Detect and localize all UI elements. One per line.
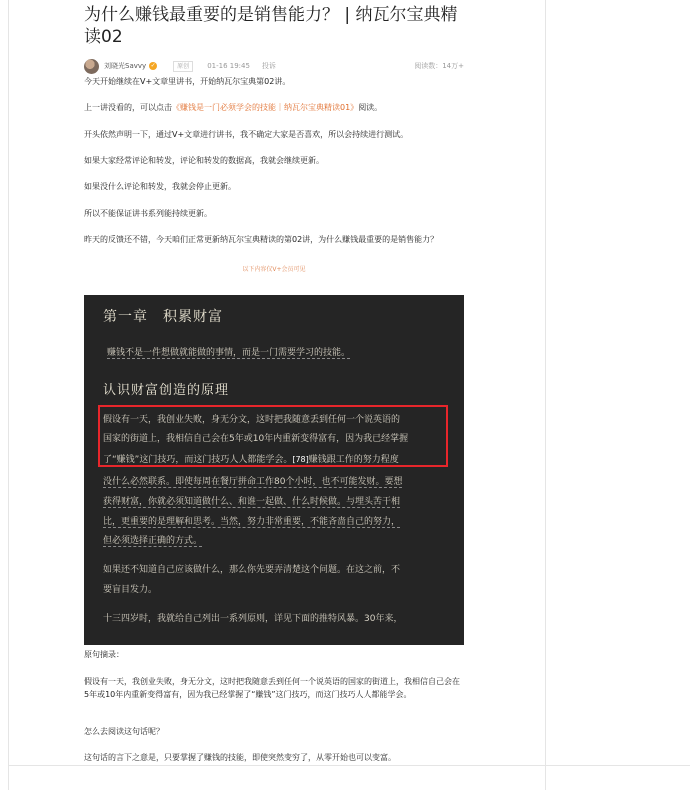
view-count: 阅读数：14万+ (414, 62, 464, 70)
paragraph-text: 上一讲没看的，可以点击 (84, 103, 172, 112)
article (84, 0, 464, 762)
source-label: 原句摘录： (84, 650, 124, 659)
verified-badge-icon: ✓ (150, 62, 156, 69)
excerpt-text: 了“赚钱”这门技巧，而这门技巧人人都能学会。 (103, 455, 293, 465)
page-right-border (545, 0, 546, 790)
excerpt-line: 要盲目发力。 (103, 585, 158, 595)
quote-paragraph: 假设有一天，我创业失败，身无分文，这时把我随意丢到任何一个说英语的国家的街道上，我相信自己会在5年或10年内重新变得富有，因为我已经掌握了“赚钱”这门技巧，而这门技巧人人都能学会。 (84, 677, 460, 699)
article-title: 为什么赚钱最重要的是销售能力？ | 纳瓦尔宝典精读02 (84, 5, 458, 47)
report-link[interactable]: 投诉 (261, 62, 276, 70)
excerpt-line: 比，更重要的是理解和思考。当然，努力非常重要，不能吝啬自己的努力， (103, 514, 400, 528)
previous-lecture-link[interactable]: 《赚钱是一门必须学会的技能｜纳瓦尔宝典精读01》 (172, 103, 359, 112)
section-title: 认识财富创造的原理 (103, 383, 230, 398)
excerpt-line: 但必须选择正确的方式。 (103, 533, 202, 547)
author-name[interactable]: 刘晓光Savvy (104, 62, 147, 70)
footnote-ref: [78] (292, 455, 309, 464)
excerpt-line: 假设有一天，我创业失败，身无分文，这时把我随意丢到任何一个说英语的 (103, 415, 401, 425)
vip-only-note: 以下内容仅V+会员可见 (242, 266, 306, 273)
paragraph: 今天开始继续在V+文章里讲书，开始纳瓦尔宝典第02讲。 (84, 77, 291, 86)
article-meta (84, 56, 464, 76)
book-excerpt-image (84, 295, 464, 645)
paragraph: 开头依然声明一下，通过V+文章进行讲书，我不确定大家是否喜欢，所以会持续进行测试。 (84, 130, 409, 139)
chapter-title: 第一章 积累财富 (103, 309, 223, 325)
excerpt-line: 国家的街道上，我相信自己会在5年或10年内重新变得富有，因为我已经掌握 (103, 434, 409, 444)
avatar[interactable] (84, 59, 99, 74)
excerpt-text: 赚钱跟工作的努力程度 (308, 455, 399, 465)
page-bottom-border (8, 765, 690, 766)
highlight-box (98, 405, 448, 467)
paragraph: 如果没什么评论和转发，我就会停止更新。 (84, 182, 236, 191)
paragraph: 昨天的反馈还不错，今天咱们正常更新纳瓦尔宝典精读的第02讲，为什么赚钱最重要的是销售能力？ (84, 235, 439, 244)
answer-paragraph: 这句话的言下之意是，只要掌握了赚钱的技能，即使突然变穷了，从零开始也可以变富。 (84, 753, 396, 762)
paragraph (84, 101, 464, 114)
page-left-border (8, 0, 9, 790)
paragraph: 如果大家经常评论和转发，评论和转发的数据高，我就会继续更新。 (84, 156, 324, 165)
excerpt-line: 如果还不知道自己应该做什么，那么你先要弄清楚这个问题。在这之前，不 (103, 565, 401, 575)
question-paragraph: 怎么去阅读这句话呢？ (84, 727, 164, 736)
chapter-lead: 赚钱不是一件想做就能做的事情，而是一门需要学习的技能。 (107, 345, 350, 359)
excerpt-line: 获得财富，你就必须知道做什么、和谁一起做、什么时候做。与埋头苦干相 (103, 494, 400, 508)
excerpt-line: 没什么必然联系。即使每周在餐厅拼命工作80个小时，也不可能发财。要想 (103, 474, 402, 488)
publish-time: 01-16 19:45 (207, 62, 250, 70)
original-tag: 原创 (173, 61, 193, 72)
paragraph: 所以不能保证讲书系列能持续更新。 (84, 209, 212, 218)
excerpt-line: 十三四岁时，我就给自己列出一系列原则，详见下面的推特风暴。30年来， (103, 614, 403, 624)
paragraph-text: 阅读。 (358, 103, 383, 112)
